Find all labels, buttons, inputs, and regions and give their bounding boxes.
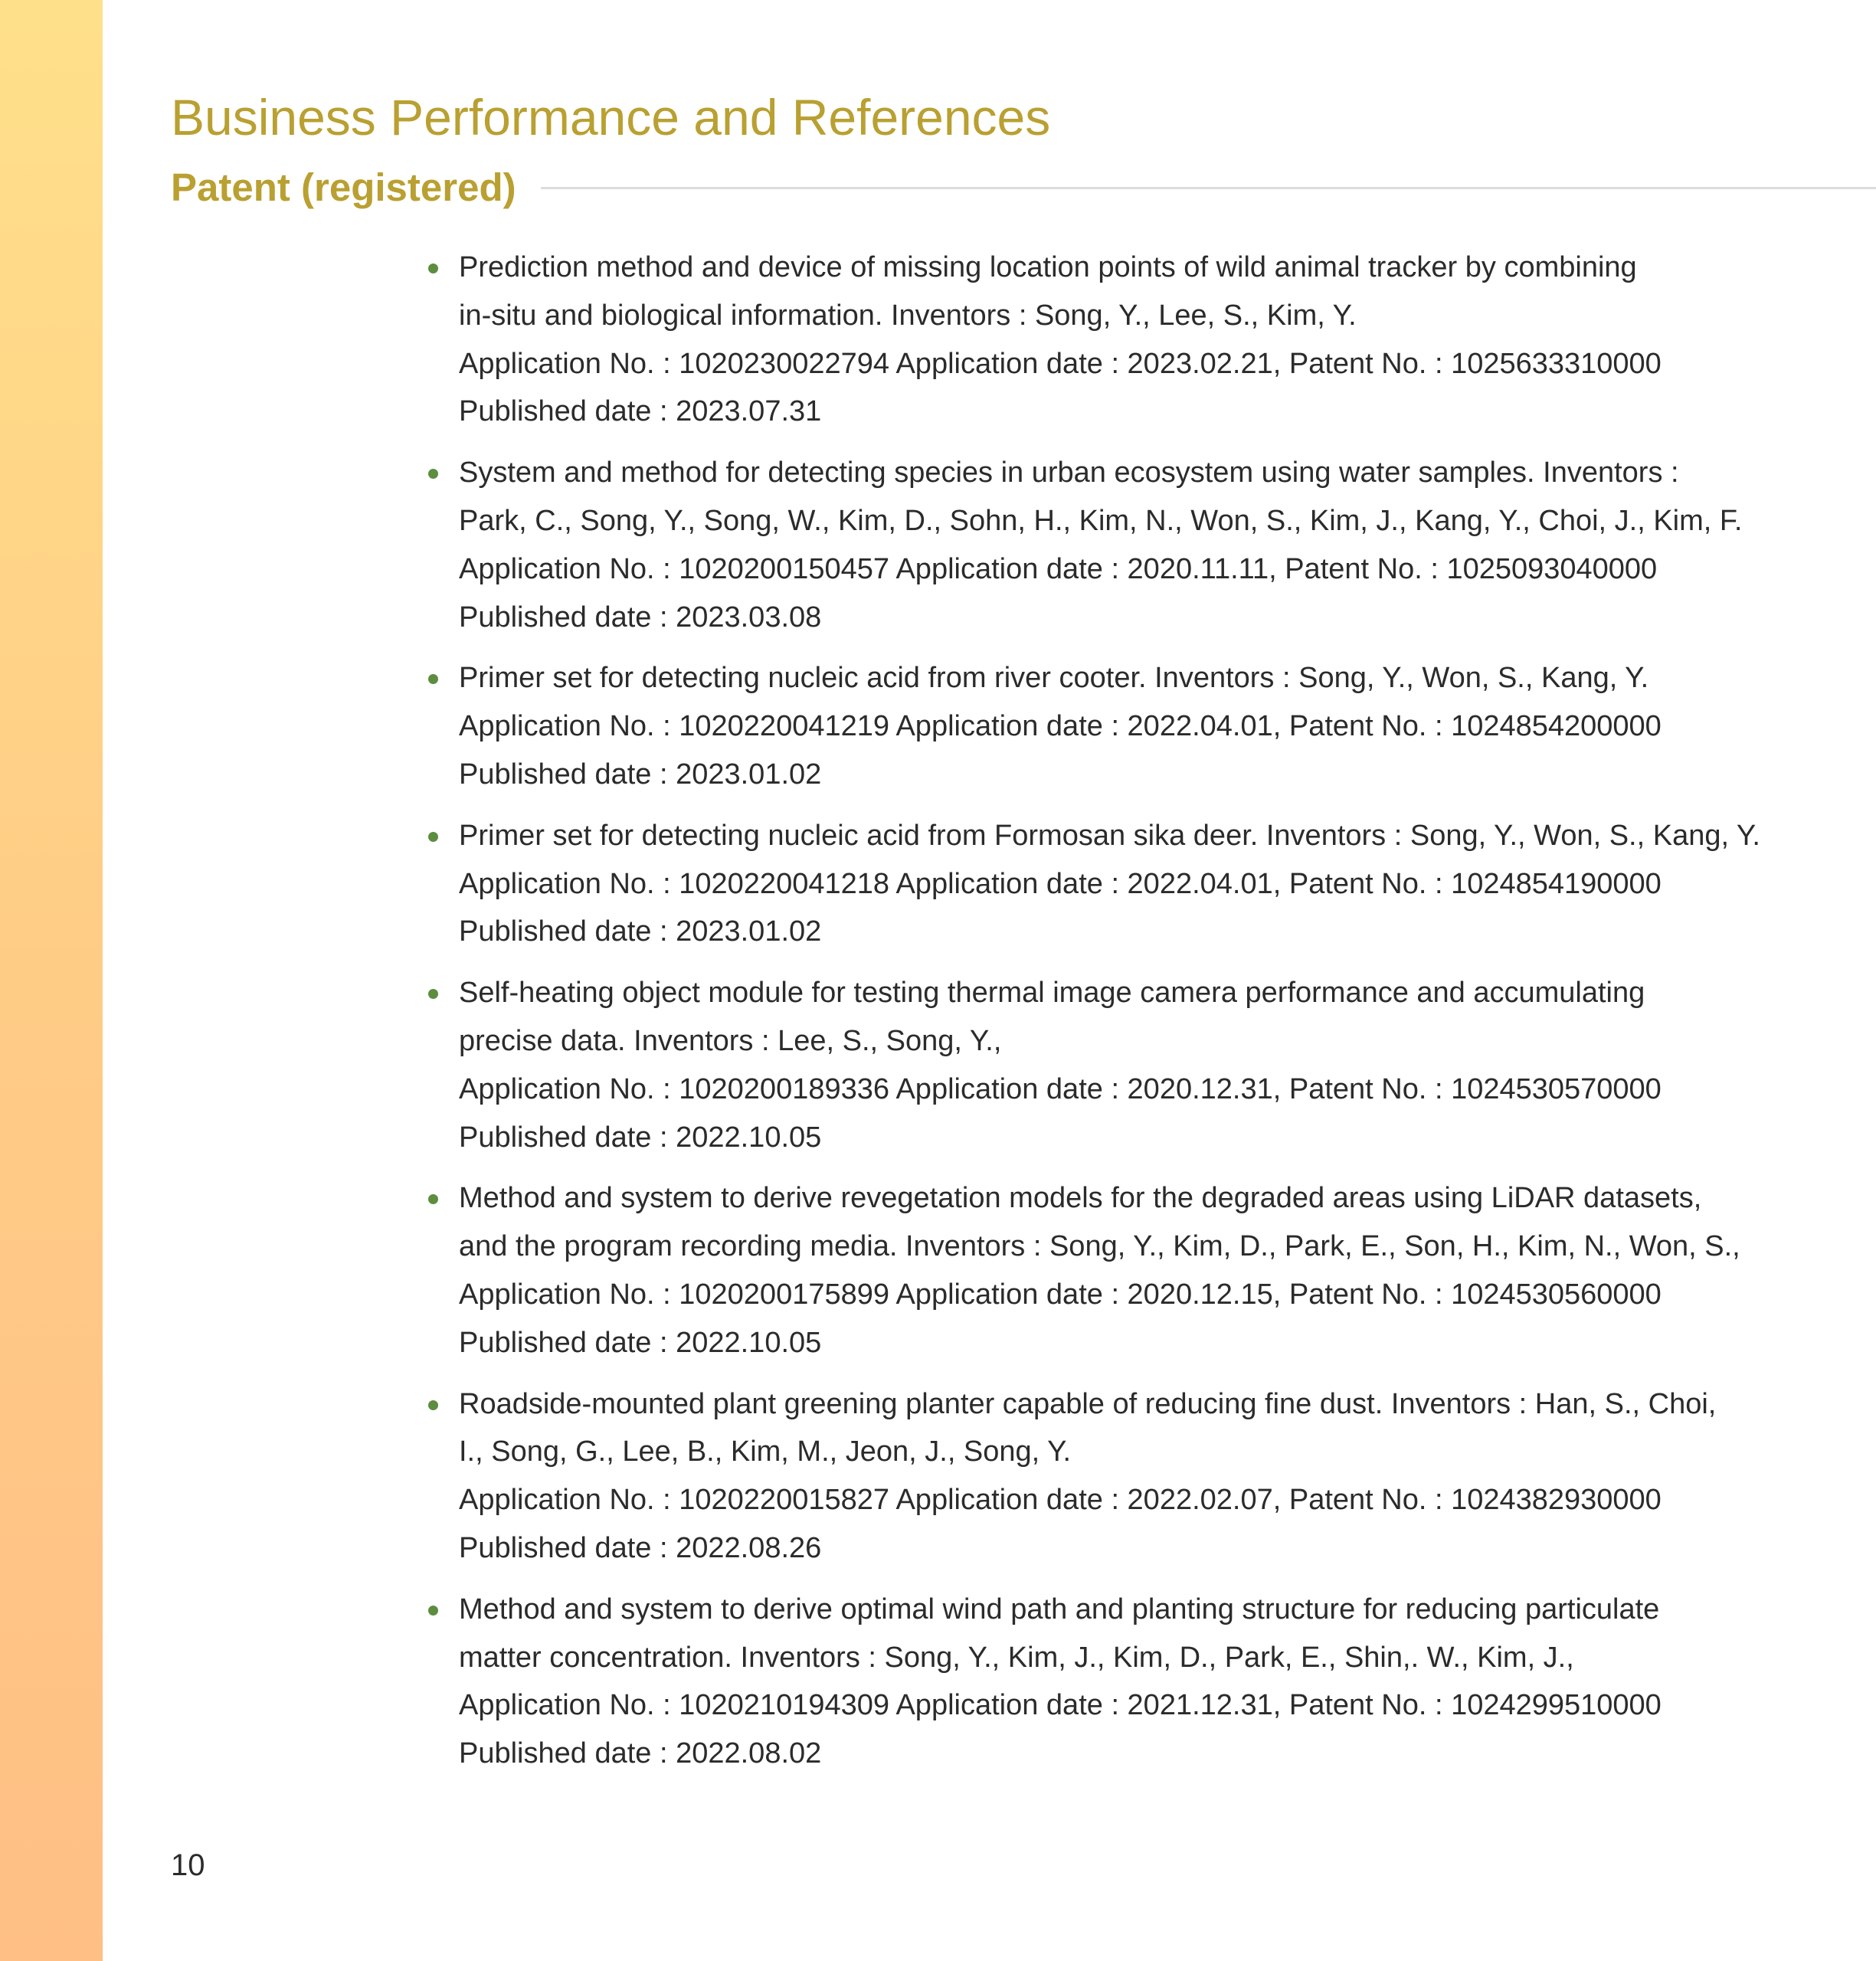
patent-line: I., Song, G., Lee, B., Kim, M., Jeon, J., Song, Y. xyxy=(459,1436,1072,1468)
patent-line: Published date : 2022.08.02 xyxy=(459,1737,822,1770)
patent-item xyxy=(427,1586,1729,1778)
bullet-icon xyxy=(428,264,438,273)
patent-line: Self-heating object module for testing thermal image camera performance and accumulating xyxy=(459,977,1645,1010)
bullet-icon xyxy=(428,674,438,684)
patent-line: Application No. : 1020230022794 Application date : 2023.02.21, Patent No. : 1025633310000 xyxy=(459,347,1662,380)
page-title: Business Performance and References xyxy=(171,89,1051,146)
bullet-icon xyxy=(428,1400,438,1410)
patent-line: Roadside-mounted plant greening planter capable of reducing fine dust. Inventors : Han, S., Choi, xyxy=(459,1387,1717,1420)
patent-line: Method and system to derive revegetation models for the degraded areas using LiDAR datasets, xyxy=(459,1182,1702,1215)
patent-item xyxy=(427,1174,1740,1367)
side-color-band xyxy=(0,0,103,1961)
bullet-icon xyxy=(428,989,438,999)
patent-item xyxy=(427,969,1729,1161)
bullet-icon xyxy=(428,469,438,479)
patent-item xyxy=(427,654,1729,798)
patent-line: matter concentration. Inventors : Song, Y., Kim, J., Kim, D., Park, E., Shin,. W., Kim, J., xyxy=(459,1641,1574,1674)
patent-line: Primer set for detecting nucleic acid from Formosan sika deer. Inventors : Song, Y., Won, S., Kang, Y. xyxy=(459,819,1760,852)
patent-line: Application No. : 1020220041219 Application date : 2022.04.01, Patent No. : 1024854200000 xyxy=(459,710,1662,743)
patent-line: Published date : 2022.10.05 xyxy=(459,1121,822,1154)
bullet-icon xyxy=(428,1194,438,1204)
patent-item xyxy=(427,244,1729,436)
patent-line: precise data. Inventors : Lee, S., Song, Y., xyxy=(459,1024,1002,1057)
patent-line: Prediction method and device of missing location points of wild animal tracker by combining xyxy=(459,251,1637,283)
bullet-icon xyxy=(428,1606,438,1616)
patent-line: and the program recording media. Inventors : Song, Y., Kim, D., Park, E., Son, H., Kim, N., Won, S., xyxy=(459,1230,1740,1263)
bullet-icon xyxy=(428,832,438,842)
patent-line: in-situ and biological information. Inventors : Song, Y., Lee, S., Kim, Y. xyxy=(459,299,1357,332)
patent-item xyxy=(427,1380,1729,1573)
patent-line: Primer set for detecting nucleic acid from river cooter. Inventors : Song, Y., Won, S., Kang, Y. xyxy=(459,662,1649,695)
patent-line: Application No. : 1020200150457 Application date : 2020.11.11, Patent No. : 1025093040000 xyxy=(459,552,1658,585)
patent-line: Published date : 2022.10.05 xyxy=(459,1326,822,1359)
patent-line: Application No. : 1020200175899 Application date : 2020.12.15, Patent No. : 1024530560000 xyxy=(459,1278,1662,1311)
patent-line: Application No. : 1020200189336 Application date : 2020.12.31, Patent No. : 1024530570000 xyxy=(459,1072,1662,1105)
patent-line: Published date : 2023.01.02 xyxy=(459,758,822,791)
section-divider xyxy=(541,187,1876,189)
patent-line: Application No. : 1020220015827 Application date : 2022.02.07, Patent No. : 1024382930000 xyxy=(459,1484,1662,1517)
patent-item xyxy=(427,449,1743,641)
patent-line: Application No. : 1020220041218 Application date : 2022.04.01, Patent No. : 1024854190000 xyxy=(459,867,1662,900)
patent-list xyxy=(427,244,1760,1791)
patent-line: Published date : 2023.01.02 xyxy=(459,915,822,948)
section-header xyxy=(171,157,1876,218)
patent-line: Method and system to derive optimal wind path and planting structure for reducing particulate xyxy=(459,1593,1660,1625)
page-number: 10 xyxy=(171,1848,205,1882)
patent-line: Published date : 2022.08.26 xyxy=(459,1531,822,1564)
patent-line: Application No. : 1020210194309 Application date : 2021.12.31, Patent No. : 1024299510000 xyxy=(459,1689,1662,1722)
patent-line: Park, C., Song, Y., Song, W., Kim, D., Sohn, H., Kim, N., Won, S., Kim, J., Kang, Y., Choi, J., Kim, F. xyxy=(459,504,1743,537)
patent-line: Published date : 2023.07.31 xyxy=(459,395,822,428)
patent-line: System and method for detecting species in urban ecosystem using water samples. Inventors : xyxy=(459,457,1679,489)
patent-line: Published date : 2023.03.08 xyxy=(459,601,822,633)
section-title: Patent (registered) xyxy=(171,165,516,209)
patent-item xyxy=(427,812,1760,956)
